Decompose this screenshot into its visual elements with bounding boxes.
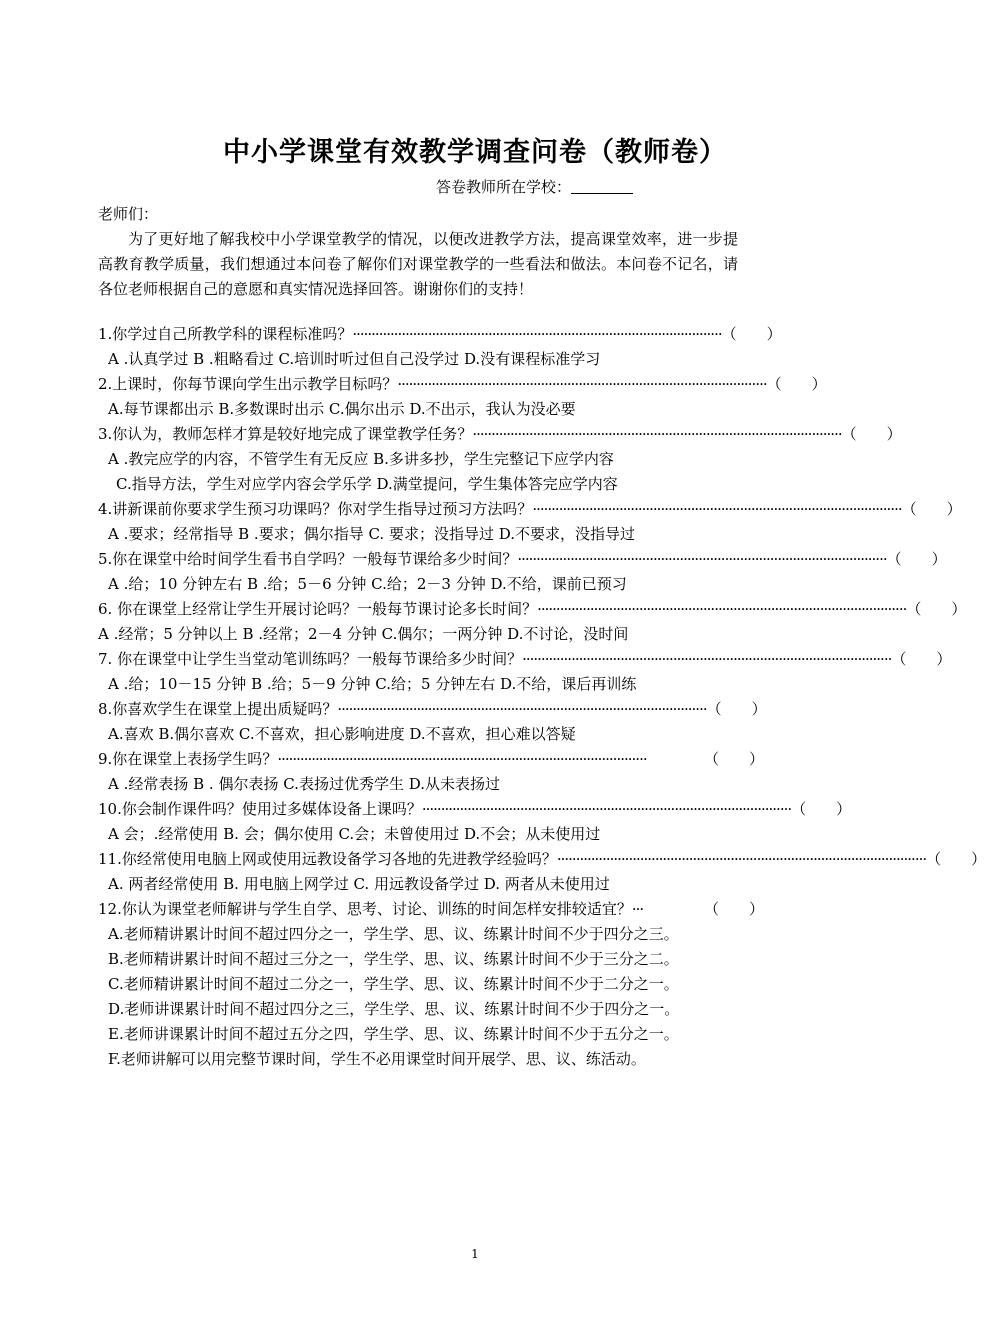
question-text: 3.你认为，教师怎样才算是较好地完成了课堂教学任务？ — [98, 425, 473, 443]
question-text: 2.上课时，你每节课向学生出示教学目标吗？ — [98, 375, 398, 393]
question-12-option-e: E.老师讲课累计时间不超过五分之四，学生学、思、议、练累计时间不少于五分之一。 — [108, 1025, 679, 1043]
question-7 — [98, 647, 952, 672]
leader-dots: ·································································································· — [277, 750, 647, 768]
answer-paren[interactable]: （ ） — [721, 325, 782, 343]
school-label: 答卷教师所在学校： — [436, 178, 572, 196]
leader-dots: ··· — [631, 900, 644, 918]
question-text: 7. 你在课堂中让学生当堂动笔训练吗？一般每节课给多少时间？ — [98, 650, 523, 668]
question-3-option-row-1: A .教完应学的内容，不管学生有无反应 B.多讲多抄，学生完整记下应学内容 — [108, 450, 614, 468]
question-2 — [98, 372, 827, 397]
leader-dots: ·································································································· — [421, 800, 792, 818]
leader-dots: ·································································································· — [532, 500, 902, 518]
question-4 — [98, 497, 962, 522]
leader-dots: ·································································································· — [522, 650, 892, 668]
question-text: 11.你经常使用电脑上网或使用远教设备学习各地的先进教学经验吗？ — [98, 850, 557, 868]
greeting: 老师们： — [98, 205, 159, 223]
answer-paren[interactable]: （ ） — [886, 550, 947, 568]
question-12-option-f: F.老师讲解可以用完整节课时间，学生不必用课堂时间开展学、思、议、练活动。 — [108, 1050, 646, 1068]
question-5-options: A .给；10 分钟左右 B .给；5－6 分钟 C.给；2－3 分钟 D.不给，课前已预习 — [108, 575, 627, 593]
question-10-options: A 会；.经常使用 B. 会；偶尔使用 C.会；未曾使用过 D.不会；从未使用过 — [108, 825, 601, 843]
answer-paren[interactable]: （ ） — [891, 650, 952, 668]
answer-paren[interactable]: （ ） — [841, 425, 902, 443]
question-text: 10.你会制作课件吗？使用过多媒体设备上课吗？ — [98, 800, 422, 818]
question-text: 6. 你在课堂上经常让学生开展讨论吗？一般每节课讨论多长时间？ — [98, 600, 538, 618]
question-list — [98, 322, 986, 1072]
question-12-option-b: B.老师精讲累计时间不超过三分之一，学生学、思、议、练累计时间不少于三分之二。 — [108, 950, 679, 968]
leader-dots: ·································································································· — [352, 325, 722, 343]
question-3-option-row-2: C.指导方法，学生对应学内容会学乐学 D.满堂提问，学生集体答完应学内容 — [116, 475, 618, 493]
question-text: 9.你在课堂上表扬学生吗？ — [98, 750, 278, 768]
question-12 — [98, 897, 765, 922]
school-field — [436, 176, 633, 197]
answer-paren[interactable]: （ ） — [704, 750, 765, 768]
question-11-options: A. 两者经常使用 B. 用电脑上网学过 C. 用远教设备学过 D. 两者从未使用过 — [108, 875, 610, 893]
answer-paren[interactable]: （ ） — [926, 850, 986, 868]
question-text: 5.你在课堂中给时间学生看书自学吗？一般每节课给多少时间？ — [98, 550, 518, 568]
answer-paren[interactable]: （ ） — [901, 500, 962, 518]
question-8-options: A.喜欢 B.偶尔喜欢 C.不喜欢，担心影响进度 D.不喜欢，担心难以答疑 — [108, 725, 576, 743]
page-title: 中小学课堂有效教学调查问卷（教师卷） — [223, 137, 727, 168]
question-text: 8.你喜欢学生在课堂上提出质疑吗？ — [98, 700, 338, 718]
question-9 — [98, 747, 765, 772]
question-6 — [98, 597, 967, 622]
question-12-option-c: C.老师精讲累计时间不超过二分之一，学生学、思、议、练累计时间不少于二分之一。 — [108, 975, 679, 993]
question-7-options: A .给；10－15 分钟 B .给；5－9 分钟 C.给；5 分钟左右 D.不给，课后再训练 — [108, 675, 637, 693]
answer-paren[interactable]: （ ） — [706, 700, 767, 718]
question-12-option-d: D.老师讲课累计时间不超过四分之三，学生学、思、议、练累计时间不少于四分之一。 — [108, 1000, 680, 1018]
leader-dots: ·································································································· — [537, 600, 907, 618]
question-8 — [98, 697, 767, 722]
question-9-options: A .经常表扬 B . 偶尔表扬 C.表扬过优秀学生 D.从未表扬过 — [108, 775, 500, 793]
question-text: 1.你学过自己所教学科的课程标准吗？ — [98, 325, 353, 343]
question-text: 12.你认为课堂老师解讲与学生自学、思考、讨论、训练的时间怎样安排较适宜？ — [98, 900, 632, 918]
question-4-options: A .要求；经常指导 B .要求；偶尔指导 C. 要求；没指导过 D.不要求，没指导过 — [108, 525, 635, 543]
answer-paren[interactable]: （ ） — [766, 375, 827, 393]
page-number: 1 — [471, 1247, 479, 1261]
question-5 — [98, 547, 947, 572]
school-blank-line[interactable] — [571, 179, 633, 194]
leader-dots: ·································································································· — [397, 375, 767, 393]
leader-dots: ·································································································· — [337, 700, 707, 718]
answer-paren[interactable]: （ ） — [704, 900, 765, 918]
question-3 — [98, 422, 902, 447]
leader-dots: ·································································································· — [556, 850, 927, 868]
question-10 — [98, 797, 852, 822]
question-text: 4.讲新课前你要求学生预习功课吗？你对学生指导过预习方法吗？ — [98, 500, 533, 518]
answer-paren[interactable]: （ ） — [906, 600, 967, 618]
question-11 — [98, 847, 986, 872]
question-1-options: A .认真学过 B .粗略看过 C.培训时听过但自己没学过 D.没有课程标准学习 — [108, 350, 601, 368]
question-6-options: A .经常；5 分钟以上 B .经常；2－4 分钟 C.偶尔；一两分钟 D.不讨论，没时间 — [98, 625, 629, 643]
question-2-options: A.每节课都出示 B.多数课时出示 C.偶尔出示 D.不出示，我认为没必要 — [108, 400, 576, 418]
leader-dots: ·································································································· — [517, 550, 887, 568]
question-1 — [98, 322, 782, 347]
answer-paren[interactable]: （ ） — [791, 800, 852, 818]
leader-dots: ·································································································· — [472, 425, 842, 443]
intro-paragraph: 为了更好地了解我校中小学课堂教学的情况，以便改进教学方法，提高课堂效率，进一步提高教育教学质量，我们想通过本问卷了解你们对课堂教学的一些看法和做法。本问卷不记名，请各位老师根据自己的意愿和真实情况选择回答。谢谢你们的支持！ — [98, 230, 738, 298]
question-12-option-a: A.老师精讲累计时间不超过四分之一，学生学、思、议、练累计时间不少于四分之三。 — [108, 925, 679, 943]
